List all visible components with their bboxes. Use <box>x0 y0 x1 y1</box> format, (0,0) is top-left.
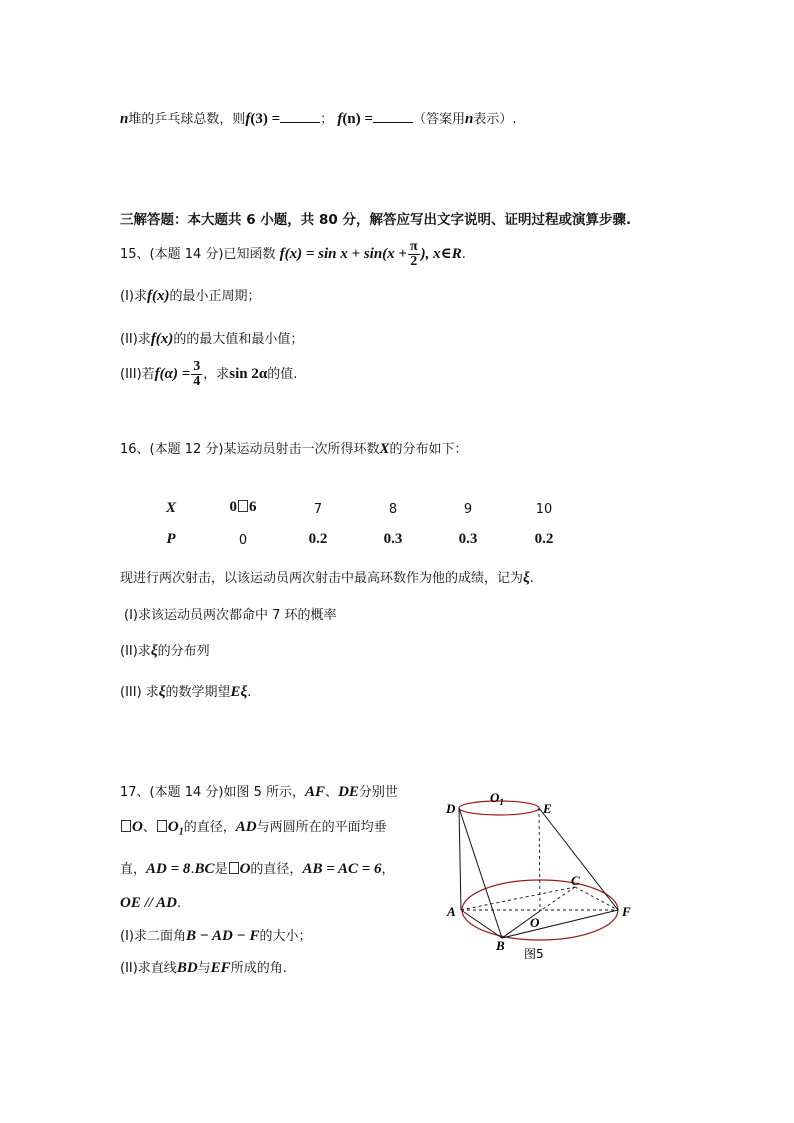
subscript-1: 1 <box>178 826 184 838</box>
x-first-a: 0 <box>229 499 237 515</box>
q2-mid: 与 <box>197 961 211 976</box>
figure-5-cylinder-diagram <box>440 785 660 970</box>
label-O: O <box>530 915 540 930</box>
sep: 、 <box>325 785 339 800</box>
p17-q2 <box>120 957 287 977</box>
q2-pre: (II)求 <box>120 332 151 347</box>
fn-arg: (n) = <box>342 111 373 127</box>
var-xi: ξ <box>158 684 166 700</box>
p16-head <box>120 438 468 458</box>
q3-mid: ，求 <box>203 367 230 382</box>
label-O1 <box>490 790 504 807</box>
p17-line1-post: 分别世 <box>358 785 398 800</box>
p16-desc-text: 现进行两次射击，以该运动员两次射击中最高环数作为他的成绩，记为 <box>120 571 524 586</box>
dot: . <box>190 862 195 877</box>
q3-expr: sin 2α <box>229 366 268 382</box>
p16-head-post: 的分布如下： <box>389 442 468 457</box>
circle-symbol-icon <box>157 820 167 832</box>
seg-DE: DE <box>338 784 359 800</box>
seg-BC: BC <box>194 861 215 877</box>
label-D: D <box>446 801 456 816</box>
p17-line3-mid2: 的直径， <box>250 862 303 877</box>
var-xi: ξ <box>150 643 158 659</box>
answer-blank-2[interactable] <box>373 110 413 123</box>
p15-q2 <box>120 328 303 348</box>
expectation: Eξ <box>230 684 248 700</box>
p17-label: 17、(本题 14 分)如图 5 所示， <box>120 785 306 800</box>
table-x-cell: 8 <box>388 502 398 517</box>
p16-q2 <box>120 640 210 660</box>
q3-post: 的值. <box>267 367 298 382</box>
seg-BD: BD <box>176 960 198 976</box>
p16-desc <box>120 567 534 587</box>
q2-func: f(x) <box>150 331 174 347</box>
f-symbol: f <box>245 111 251 127</box>
var-X: X <box>379 441 390 457</box>
pi-over-2 <box>408 240 420 269</box>
table-x-cell: 7 <box>313 502 323 517</box>
point-O1: O <box>167 819 179 835</box>
table-x-cell: 10 <box>535 502 553 517</box>
p15-end: . <box>461 247 466 262</box>
q2-post: 所成的角. <box>230 961 287 976</box>
figure-caption: 图5 <box>524 947 544 961</box>
q2-pre: (II)求直线 <box>120 961 177 976</box>
p15-formula-b: ), x∈R <box>420 246 462 262</box>
q2-post: 的分布列 <box>157 644 210 659</box>
q1-pre: (I)求 <box>120 289 147 304</box>
edge-AB <box>461 910 502 938</box>
point-O: O <box>239 861 251 877</box>
p17-q1 <box>120 925 311 945</box>
frac-num: 3 <box>193 359 201 374</box>
q2-pre: (II)求 <box>120 644 151 659</box>
p17-line1 <box>120 781 398 801</box>
comma: ， <box>381 862 395 877</box>
p15-q3 <box>120 360 297 389</box>
circle-symbol-icon <box>229 862 239 874</box>
table-p-cell: 0 <box>238 533 248 548</box>
label-O1-main: O <box>490 790 500 805</box>
q1-post: 的最小正周期； <box>169 289 261 304</box>
frac-num: π <box>409 239 418 254</box>
sep: 、 <box>142 820 156 835</box>
edge-EF <box>539 808 618 910</box>
var-n-2: n <box>464 111 474 127</box>
label-B: B <box>496 938 505 953</box>
p14-note-open: （答案用 <box>412 112 465 127</box>
eq-AD8: AD = 8 <box>146 861 191 877</box>
edge-DA <box>459 808 461 910</box>
var-xi: ξ <box>523 570 530 586</box>
p15-head <box>120 240 466 269</box>
label-F: F <box>622 904 631 919</box>
table-p-cell: 0.2 <box>308 531 328 547</box>
p14-note-close: 表示）. <box>473 112 517 127</box>
q3-end: . <box>247 685 252 700</box>
seg-AD: AD <box>235 819 257 835</box>
answer-blank-1[interactable] <box>280 110 320 123</box>
table-p-cell: 0.2 <box>534 531 554 547</box>
q3-pre: (III)若 <box>120 367 155 382</box>
eq-OE-parallel-AD: OE // AD <box>120 895 177 911</box>
x-first-b: 6 <box>249 499 257 515</box>
eq-AB-AC: AB = AC = 6 <box>302 861 382 877</box>
table-p-label: P <box>166 531 176 547</box>
label-C: C <box>571 873 580 888</box>
q1-post: 的大小； <box>259 929 312 944</box>
three-quarters <box>191 360 202 389</box>
q3-pre: (III) 求 <box>120 685 159 700</box>
p14-text: 堆的乒乓球总数，则 <box>128 112 246 127</box>
p17-line3-pre: 直， <box>120 862 147 877</box>
q3-mid: 的数学期望 <box>165 685 231 700</box>
p14-line <box>120 108 516 128</box>
dot: . <box>176 896 182 911</box>
f-symbol-2: f <box>337 111 343 127</box>
f3-arg: (3) = <box>250 111 281 127</box>
p16-q1: (I)求该运动员两次都命中 7 环的概率 <box>124 608 337 623</box>
p17-line2-mid: 的直径， <box>183 820 236 835</box>
point-O: O <box>132 819 143 835</box>
table-x-cell: 9 <box>463 502 473 517</box>
label-O1-sub: 1 <box>499 797 504 807</box>
missing-glyph-icon <box>238 500 248 512</box>
seg-EF: EF <box>210 960 231 976</box>
p15-formula-a: f(x) = sin x + sin(x + <box>279 246 407 262</box>
p17-line4 <box>120 895 181 912</box>
p16-label: 16、(本题 12 分)某运动员射击一次所得环数 <box>120 442 380 457</box>
var-n: n <box>120 111 129 127</box>
q2-post: 的的最大值和最小值； <box>173 332 304 347</box>
edge-EO-dashed <box>539 808 540 911</box>
p15-q1 <box>120 285 261 305</box>
frac-den: 4 <box>193 374 201 389</box>
frac-den: 2 <box>410 254 418 269</box>
dihedral-angle: B − AD − F <box>185 928 260 944</box>
p17-line2 <box>120 816 387 838</box>
separator: ； <box>320 112 334 127</box>
p16-q3 <box>120 681 251 701</box>
table-x-label: X <box>165 500 176 516</box>
label-E: E <box>543 801 552 816</box>
table-x-first <box>218 499 268 516</box>
seg-AF: AF <box>305 784 326 800</box>
circle-symbol-icon <box>121 820 131 832</box>
p17-line3-mid: 是 <box>214 862 228 877</box>
edge-BF <box>502 910 618 938</box>
p15-label: 15、(本题 14 分)已知函数 <box>120 247 276 262</box>
section-heading: 三解答题：本大题共 6 小题，共 80 分，解答应写出文字说明、证明过程或演算步骤. <box>120 212 632 228</box>
p17-line2-post: 与两圆所在的平面均垂 <box>256 820 387 835</box>
q1-func: f(x) <box>146 288 170 304</box>
q3-func: f(α) = <box>154 366 191 382</box>
q1-pre: (I)求二面角 <box>120 929 186 944</box>
p17-line3 <box>120 858 395 878</box>
p16-desc-end: . <box>529 571 534 586</box>
table-p-cell: 0.3 <box>383 531 403 547</box>
table-p-cell: 0.3 <box>458 531 478 547</box>
label-A: A <box>447 904 456 919</box>
